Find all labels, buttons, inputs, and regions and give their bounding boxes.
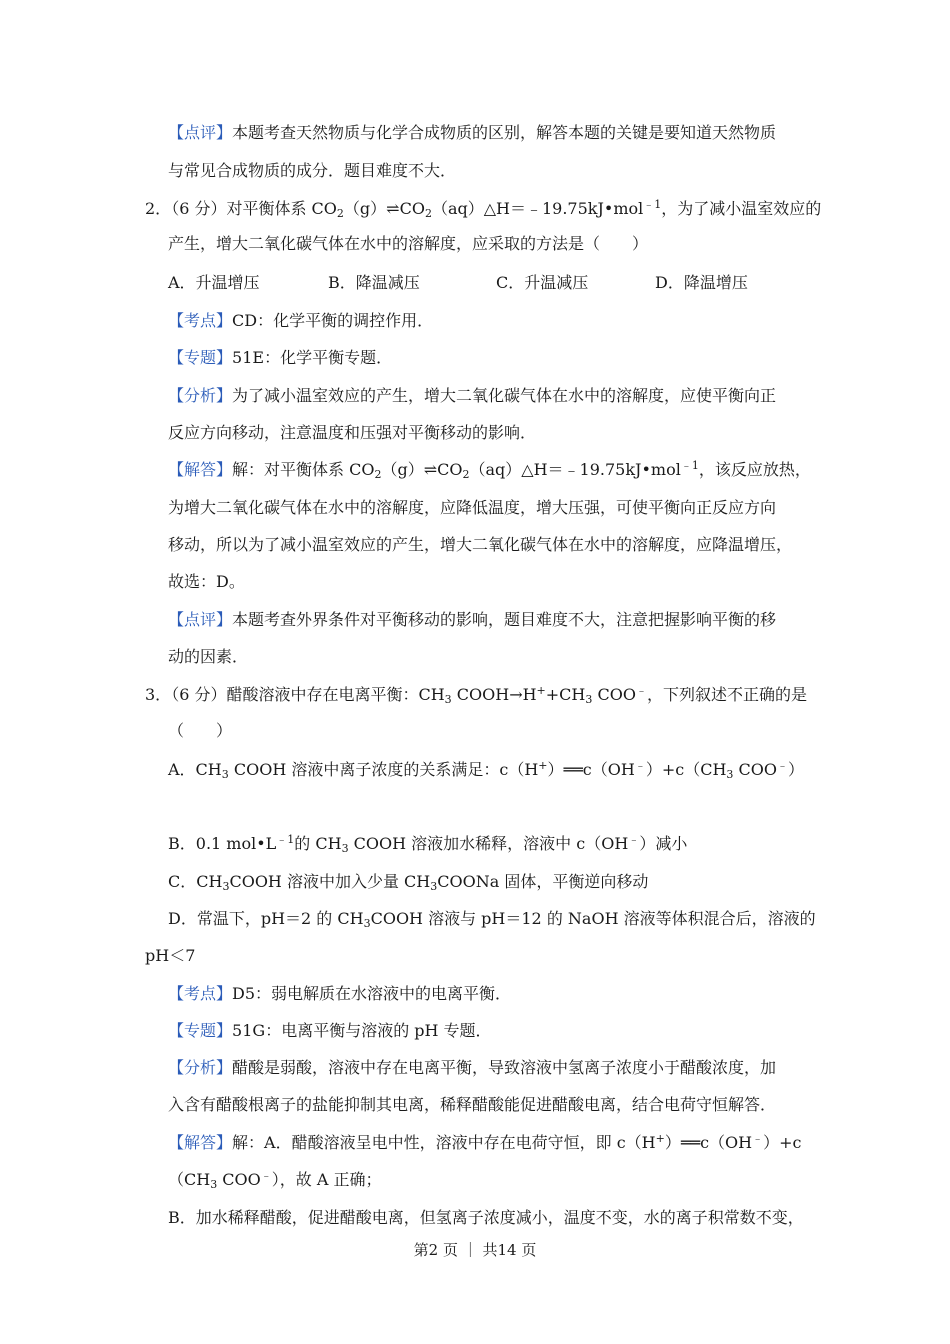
q3-option-d-line1: D．常温下，pH＝2 的 $CH_3COOH$ 溶液与 pH＝12 的 NaOH 溶液等体积混合后，溶液的 <box>168 909 816 930</box>
page-footer: 第2 页 ｜ 共14 页 <box>413 1241 537 1259</box>
q3-jieda-line3: B．加水稀释醋酸，促进醋酸电离，但氢离子浓度减小，温度不变，水的离子积常数不变， <box>168 1208 804 1227</box>
q3-stem-line1: 3．（6 分）醋酸溶液中存在电离平衡：$CH_3$ $COOH\to H^++CH_3$ COO﹣，下列叙述不正确的是 <box>145 684 807 706</box>
q3-fenxi-line1: 【分析】醋酸是弱酸，溶液中存在电离平衡，导致溶液中氢离子浓度小于醋酸浓度，加 <box>168 1058 777 1077</box>
q3-option-b: B．0.1 $mol•L^{﹣1}$的 $CH_3$ COOH 溶液加水稀释，溶液中 c（OH﹣）减小 <box>168 833 688 855</box>
q2-jieda-line4: 故选：D。 <box>168 572 245 591</box>
q2-option-c: C．升温减压 <box>496 273 589 292</box>
q1-review-line1: 【点评】本题考查天然物质与化学合成物质的区别，解答本题的关键是要知道天然物质 <box>168 123 777 142</box>
q2-option-d: D．降温增压 <box>655 273 748 292</box>
q3-jieda-line1: 【解答】解：A．醋酸溶液呈电中性，溶液中存在电荷守恒，即 c（H+）══c（OH﹣）+c <box>168 1132 802 1152</box>
q2-option-b: B．降温减压 <box>328 273 420 292</box>
q2-option-a: A．升温增压 <box>168 273 260 292</box>
q2-fenxi-line2: 反应方向移动，注意温度和压强对平衡移动的影响． <box>168 423 537 442</box>
q2-jieda-line1: 【解答】解：对平衡体系 $CO_2(g)\rightleftharpoons CO_2(aq)\triangle H=﹣19.75kJ•mol^{﹣1}$，该反应放热， <box>168 459 811 481</box>
q2-jieda-line2: 为增大二氧化碳气体在水中的溶解度，应降低温度，增大压强，可使平衡向正反应方向 <box>168 498 777 517</box>
q2-kaodian: 【考点】CD：化学平衡的调控作用． <box>168 311 434 330</box>
q3-stem-line2: （ ） <box>168 721 233 740</box>
q2-zhuanti: 【专题】51E：化学平衡专题． <box>168 348 393 367</box>
q3-kaodian: 【考点】D5：弱电解质在水溶液中的电离平衡． <box>168 984 512 1003</box>
q1-review-line2: 与常见合成物质的成分．题目难度不大． <box>168 161 457 180</box>
q3-fenxi-line2: 入含有醋酸根离子的盐能抑制其电离，稀释醋酸能促进醋酸电离，结合电荷守恒解答． <box>168 1095 777 1114</box>
q3-zhuanti: 【专题】51G：电离平衡与溶液的 pH 专题． <box>168 1021 492 1040</box>
q2-dianping-line1: 【点评】本题考查外界条件对平衡移动的影响，题目难度不大，注意把握影响平衡的移 <box>168 610 777 629</box>
q2-dianping-line2: 动的因素． <box>168 647 249 666</box>
q1-review-tag: 【点评】 <box>168 123 233 142</box>
q3-option-a: A．$CH_3$ COOH 溶液中离子浓度的关系满足：$c(H^+)══c(OH^﹣)+c(CH_3$ COO﹣） <box>168 759 804 781</box>
q3-option-d-line2: pH＜7 <box>145 946 196 965</box>
q3-jieda-line2: （$CH_3$ COO﹣），故 A 正确； <box>168 1169 382 1191</box>
q2-fenxi-line1: 【分析】为了减小温室效应的产生，增大二氧化碳气体在水中的溶解度，应使平衡向正 <box>168 386 777 405</box>
q3-option-c: C．$CH_3COOH$ 溶液中加入少量 $CH_3COONa$ 固体，平衡逆向移动 <box>168 872 649 893</box>
q2-stem-line1: 2．（6 分）对平衡体系 $CO_2(g)\rightleftharpoons CO_2(aq)\triangle H=﹣19.75kJ•mol^{﹣1}$，为了减小温室效应的 <box>145 198 822 220</box>
q2-jieda-line3: 移动，所以为了减小温室效应的产生，增大二氧化碳气体在水中的溶解度，应降温增压， <box>168 535 793 554</box>
q2-stem-line2: 产生，增大二氧化碳气体在水中的溶解度，应采取的方法是（ ） <box>168 234 649 253</box>
